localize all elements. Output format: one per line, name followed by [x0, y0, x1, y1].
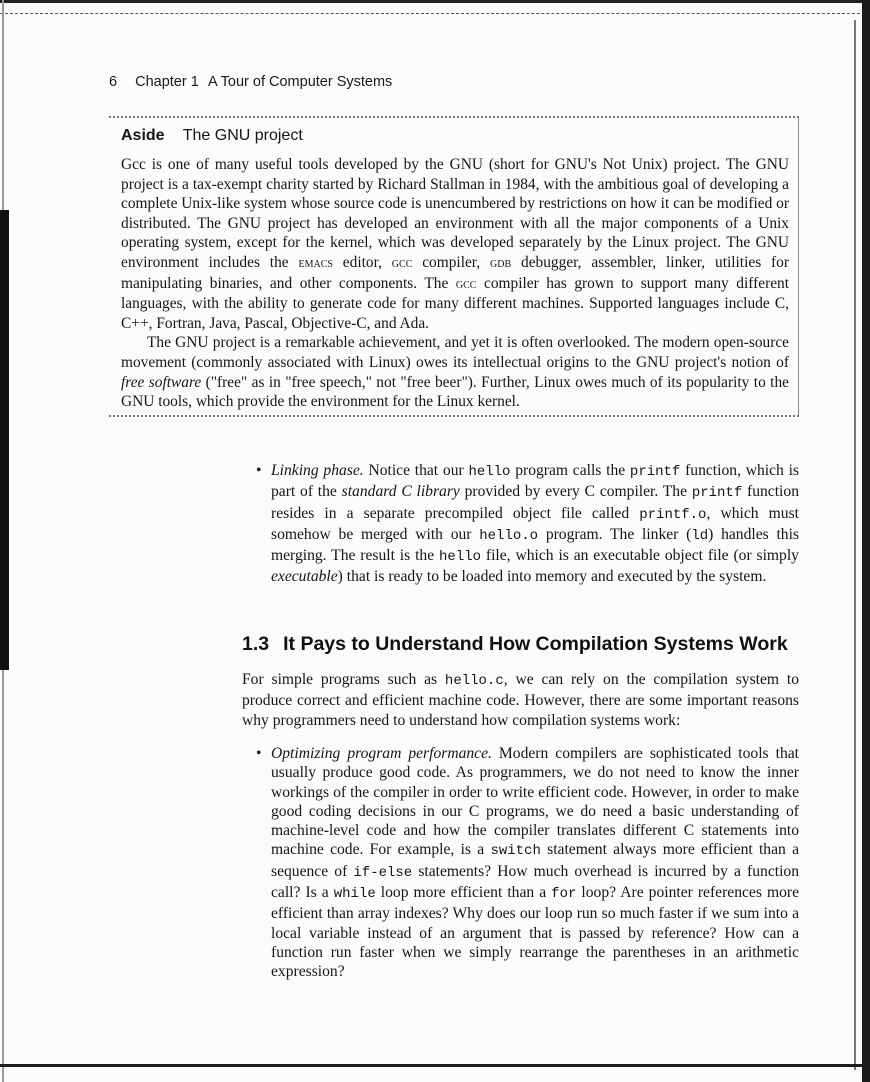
aside-heading [121, 127, 303, 145]
bullet-term: Linking phase. [271, 462, 364, 479]
bullet-marker: • [256, 745, 262, 762]
bullet-optimizing-performance: • Optimizing program performance. Modern compilers are sophisticated tools that usually produce good code. As programmers, we do not need to know the inner workings of the compiler in order to write efficient code. However, in order to make good coding decisions in our C programs, we do need a basic understanding of machine-level code and how the compiler translates different C statements into machine code. For example, is a switch statement always more efficient than a sequence of if-else statements? How much overhead is incurred by a function call? Is a while loop more efficient than a for loop? Are pointer references more efficient than array indexes? Why does our loop run so much faster if we sum into a local variable instead of an argument that is passed by reference? How can a function run faster when we simply rearrange the parentheses in an arithmetic expression? [256, 745, 799, 981]
scan-edge-left [0, 210, 9, 670]
section-number: 1.3 [242, 633, 270, 655]
scan-edge-bottom [0, 1064, 870, 1082]
aside-title: The GNU project [182, 127, 303, 144]
chapter-title: A Tour of Computer Systems [208, 74, 393, 90]
bullet-linking-phase: • Linking phase. Notice that our hello program calls the printf function, which is part of the standard C library provided by every C compiler. The printf function resides in a separate precompiled object file called printf.o, which must somehow be merged with our hello.o program. The linker (ld) handles this merging. The result is the hello file, which is an executable object file (or simply executable) that is ready to be loaded into memory and executed by the system. [256, 462, 800, 586]
bullet-term: Optimizing program performance. [271, 745, 492, 762]
section-heading [242, 633, 788, 656]
aside-label: Aside [121, 127, 165, 144]
aside-box [109, 116, 799, 417]
page-number: 6 [109, 74, 118, 90]
scan-edge-right [862, 0, 870, 1082]
section-intro-paragraph: For simple programs such as hello.c, we can rely on the compilation system to produce correct and efficient machine code. However, there are some important reasons why programmers need to understand how compilation systems work: [242, 671, 799, 729]
aside-paragraph-1: Gcc is one of many useful tools developed by the GNU (short for GNU's Not Unix) project. The GNU project is a tax-exempt charity started by Richard Stallman in 1984, with the ambitious goal of developing a complete Unix-like system whose source code is unencumbered by restrictions on how it can be modified or distributed. The GNU project has developed an environment with all the major components of a Unix operating system, except for the kernel, which was developed separately by the Linux project. The GNU environment includes the emacs editor, gcc compiler, gdb debugger, assembler, linker, utilities for manipulating binaries, and other components. The gcc compiler has grown to support many different languages, with the ability to generate code for many different machines. Supported languages include C, C++, Fortran, Java, Pascal, Objective-C, and Ada. [121, 156, 789, 332]
section-title: It Pays to Understand How Compilation Systems Work [283, 633, 788, 655]
aside-paragraph-2: The GNU project is a remarkable achievement, and yet it is often overlooked. The modern open-source movement (commonly associated with Linux) owes its intellectual origins to the GNU project's notion of free software ("free" as in "free speech," not "free beer"). Further, Linux owes much of its popularity to the GNU tools, which provide the environment for the Linux kernel. [121, 334, 789, 411]
bullet-marker: • [256, 462, 262, 479]
aside-body [121, 155, 789, 412]
scan-edge-right-line [854, 20, 856, 1070]
chapter-label: Chapter 1 [135, 74, 199, 90]
running-head [109, 74, 392, 90]
scan-edge-top [0, 0, 870, 14]
